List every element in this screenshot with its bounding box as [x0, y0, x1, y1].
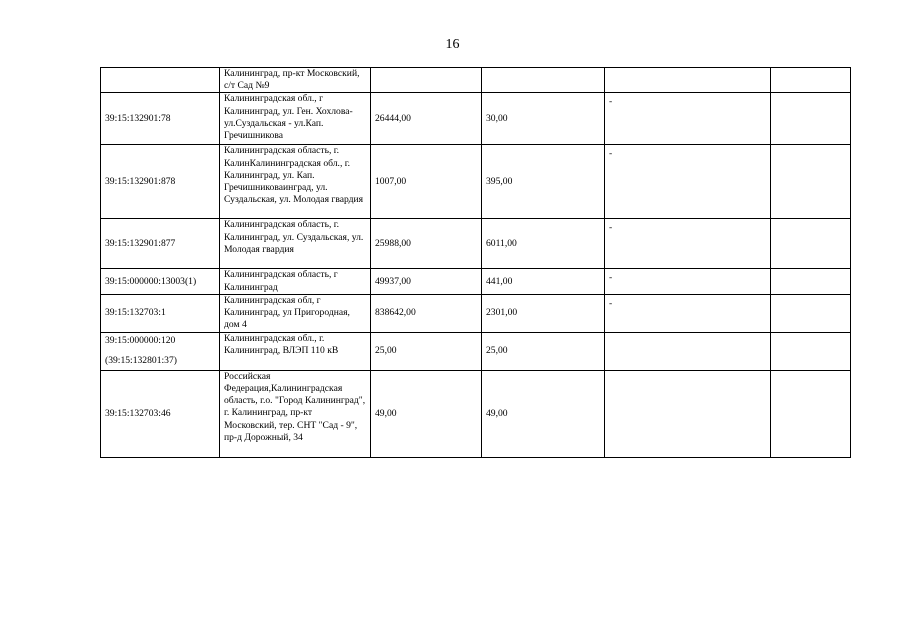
area-cell [371, 68, 482, 93]
cadastral-number-cell [101, 332, 220, 370]
cadastral-number-cell [101, 68, 220, 93]
empty-cell [771, 332, 851, 370]
value-cell: 25,00 [482, 332, 605, 370]
cadastral-number-cell [101, 269, 220, 294]
cadastral-number: 39:15:132901:78 [105, 112, 171, 124]
value-cell [482, 68, 605, 93]
address-cell: Калининградская область, г. Калининград, ул. Суздальская, ул. Молодая гвардия [220, 219, 371, 269]
table-row [101, 332, 851, 370]
encumbrance-cell: - [605, 93, 771, 145]
area-cell: 838642,00 [371, 294, 482, 332]
cadastral-number: 39:15:000000:13003(1) [105, 275, 197, 287]
cadastral-number: 39:15:132703:1 [105, 307, 166, 319]
area-cell: 1007,00 [371, 145, 482, 219]
table-row [101, 370, 851, 457]
cadastral-number-cell [101, 93, 220, 145]
cadastral-number-cell [101, 219, 220, 269]
table-row [101, 68, 851, 93]
encumbrance-cell [605, 332, 771, 370]
table-row [101, 145, 851, 219]
cadastral-number: 39:15:132901:877 [105, 237, 176, 249]
encumbrance-cell: - [605, 294, 771, 332]
area-cell: 26444,00 [371, 93, 482, 145]
address-cell: Калининградская область, г. КалинКалининградская обл., г. Калининград, ул. Кап. Гречишниковаинград, ул. Суздальская, ул. Молодая гвардия [220, 145, 371, 219]
cadastral-number-cell [101, 370, 220, 457]
address-cell: Калининградская обл., г Калининград, ул. Ген. Хохлова- ул.Суздальская - ул.Кап. Гречишникова [220, 93, 371, 145]
empty-cell [771, 370, 851, 457]
encumbrance-cell: - [605, 269, 771, 294]
area-cell: 49,00 [371, 370, 482, 457]
area-cell: 49937,00 [371, 269, 482, 294]
encumbrance-cell [605, 370, 771, 457]
cadastral-number-secondary: (39:15:132801:37) [105, 355, 177, 367]
empty-cell [771, 219, 851, 269]
table-row [101, 219, 851, 269]
address-cell: Калининград, пр-кт Московский, с/т Сад №9 [220, 68, 371, 93]
empty-cell [771, 294, 851, 332]
empty-cell [771, 68, 851, 93]
value-cell: 30,00 [482, 93, 605, 145]
table-row [101, 269, 851, 294]
area-cell: 25988,00 [371, 219, 482, 269]
page-number: 16 [445, 37, 460, 52]
cadastral-number-cell [101, 145, 220, 219]
value-cell: 49,00 [482, 370, 605, 457]
address-cell: Калининградская обл., г. Калининград, ВЛЭП 110 кВ [220, 332, 371, 370]
cadastral-number-cell [101, 294, 220, 332]
encumbrance-cell: - [605, 219, 771, 269]
address-cell: Калининградская обл, г Калининград, ул Пригородная, дом 4 [220, 294, 371, 332]
table-row [101, 294, 851, 332]
area-cell: 25,00 [371, 332, 482, 370]
encumbrance-cell: - [605, 145, 771, 219]
table-row [101, 93, 851, 145]
cadastral-number: 39:15:000000:120 [105, 335, 176, 347]
value-cell: 441,00 [482, 269, 605, 294]
value-cell: 6011,00 [482, 219, 605, 269]
cadastral-number: 39:15:132703:46 [105, 407, 171, 419]
encumbrance-cell [605, 68, 771, 93]
empty-cell [771, 269, 851, 294]
cadastral-number: 39:15:132901:878 [105, 175, 176, 187]
value-cell: 2301,00 [482, 294, 605, 332]
value-cell: 395,00 [482, 145, 605, 219]
land-plots-table [100, 67, 851, 458]
address-cell: Российская Федерация,Калининградская область, г.о. "Город Калининград", г. Калининград, пр-кт Московский, тер. СНТ "Сад - 9", пр-д Дорожный, 34 [220, 370, 371, 457]
empty-cell [771, 93, 851, 145]
address-cell: Калининградская область, г Калининград [220, 269, 371, 294]
empty-cell [771, 145, 851, 219]
